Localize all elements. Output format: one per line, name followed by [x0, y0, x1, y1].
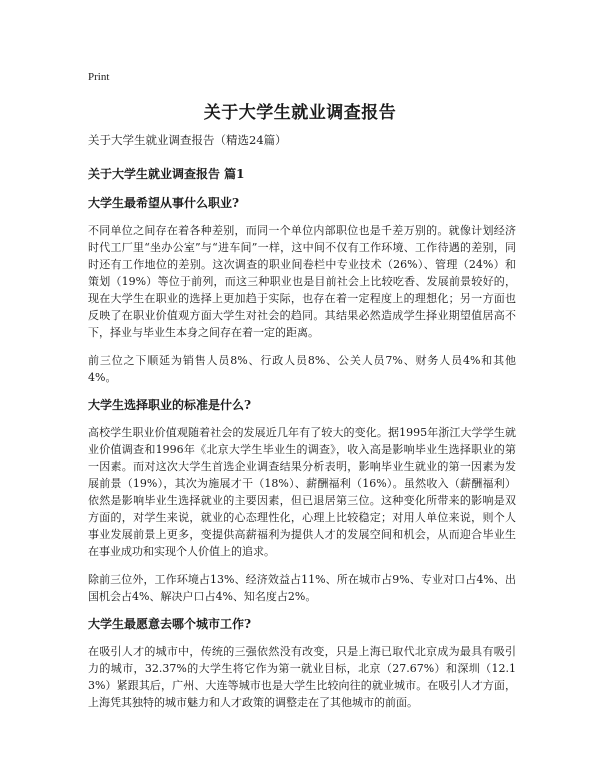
question-1-heading: 大学生最希望从事什么职业?: [88, 196, 240, 210]
question-1-paragraph-2: 前三位之下顺延为销售人员8%、行政人员8%、公关人员7%、财务人员4%和其他4%。: [88, 354, 516, 384]
question-2-paragraph-1: 高校学生职业价值观随着社会的发展近几年有了较大的变化。据1995年浙江大学学生就业价值调查和1996年《北京大学生毕业生的调查》，收入高是影响毕业生选择职业的第一因素。而对这次大学生首选企业调查结果分析表明，影响毕业生就业的第一因素为发展前景（19%），其次为施展才干（18%）、薪酬福利（16%）。虽然收入（薪酬福利）依然是影响毕业生选择就业的主要因素，但已退居第三位。这种变化所带来的影响是双方面的，对学生来说，就业的心态理性化，心理上比较稳定；对用人单位来说，则个人事业发展前景上更多，变提供高薪福利为提供人才的发展空间和机会，从而迎合毕业生在事业成功和实现个人价值上的追求。: [88, 426, 516, 558]
document-body: [88, 132, 516, 722]
question-3-heading: 大学生最愿意去哪个城市工作?: [88, 617, 252, 631]
document-subtitle: 关于大学生就业调查报告（精选24篇）: [88, 133, 287, 147]
section-heading: 关于大学生就业调查报告 篇1: [88, 167, 245, 181]
page-title: 关于大学生就业调查报告: [203, 103, 397, 123]
question-3-paragraph-1: 在吸引人才的城市中，传统的三强依然没有改变，只是上海已取代北京成为最具有吸引力的城市，32.37%的大学生将它作为第一就业目标，北京（27.67%）和深圳（12.13%）紧跟其后，广州、大连等城市也是大学生比较向往的就业城市。在吸引人才方面，上海凭其独特的城市魅力和人才政策的调整走在了其他城市的前面。: [88, 645, 516, 709]
question-2-heading: 大学生选择职业的标准是什么?: [88, 398, 252, 412]
question-2-paragraph-2: 除前三位外，工作环境占13%、经济效益占11%、所在城市占9%、专业对口占4%、出国机会占4%、解决户口占4%、知名度占2%。: [88, 573, 516, 603]
print-link[interactable]: Print: [88, 71, 110, 83]
question-1-paragraph-1: 不同单位之间存在着各种差别，而同一个单位内部职位也是千差万别的。就像计划经济时代工厂里“坐办公室”与“进车间”一样，这中间不仅有工作环境、工作待遇的差别，同时还有工作地位的差别。这次调查的职业间卷栏中专业技术（26%）、管理（24%）和策划（19%）等位于前列，而这三种职业也是目前社会上比较吃香、发展前景较好的，现在大学生在职业的选择上更加趋于实际，也存在着一定程度上的理想化；另一方面也反映了在职业价值观方面大学生对社会的趋同。其结果必然造成学生择业期望值居高不下，择业与毕业生本身之间存在着一定的距离。: [88, 224, 516, 339]
